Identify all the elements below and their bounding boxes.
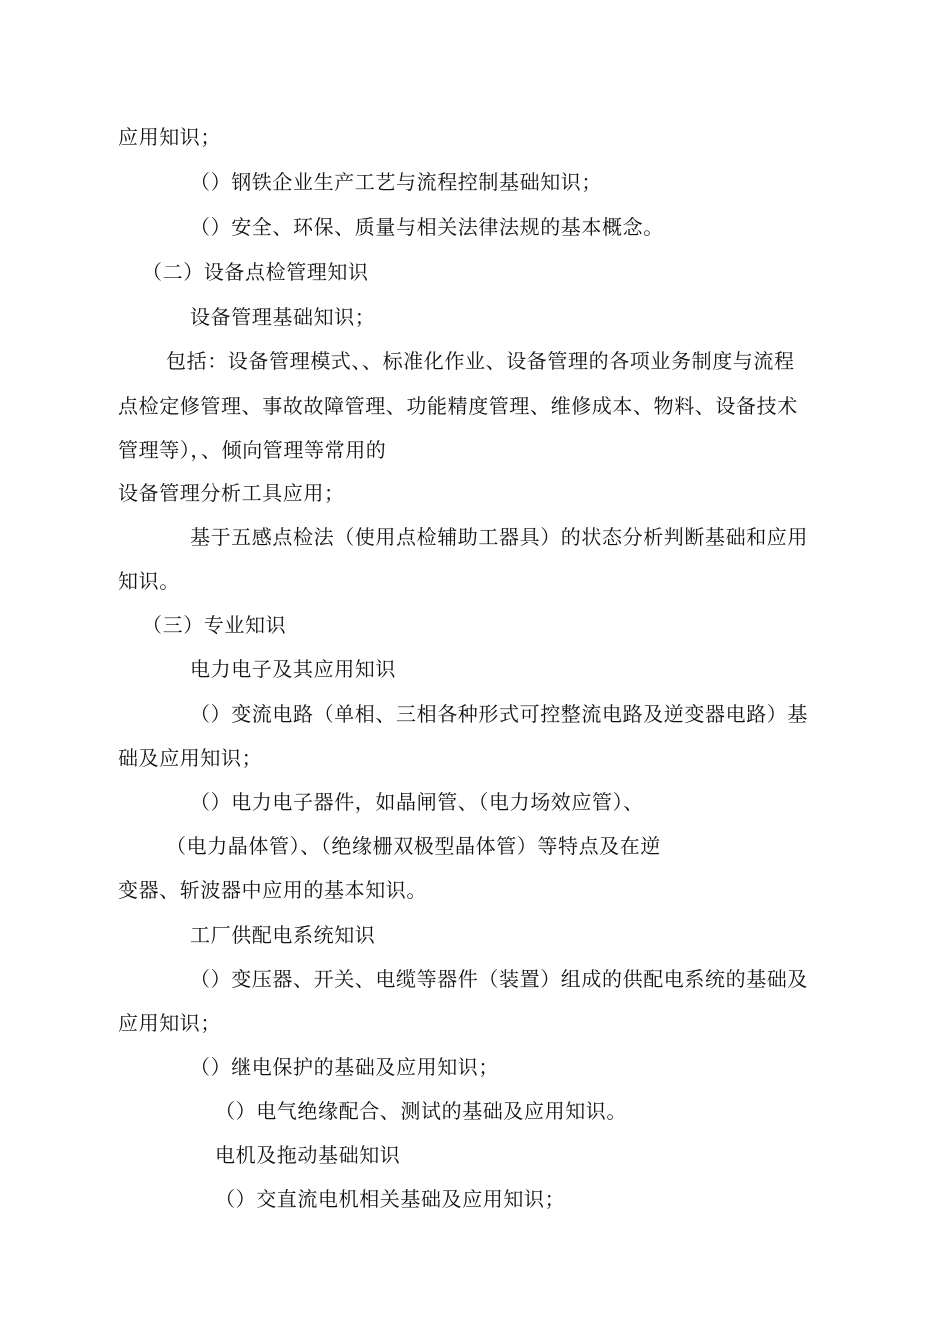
text-line: 础及应用知识； (118, 746, 263, 770)
text-line: 点检定修管理、事故故障管理、功能精度管理、维修成本、物料、设备技术 (118, 394, 798, 418)
text-line: （电力晶体管）、（绝缘栅双极型晶体管）等特点及在逆 (166, 834, 661, 858)
section-heading: （二）设备点检管理知识 (142, 260, 369, 284)
text-line: （）电力电子器件，如晶闸管、（电力场效应管）、 (190, 790, 644, 814)
text-line: 应用知识； (118, 125, 221, 149)
text-line: 基于五感点检法（使用点检辅助工器具）的状态分析判断基础和应用 (190, 525, 808, 549)
text-line: 应用知识； (118, 1011, 221, 1035)
subsection-heading: 电机及拖动基础知识 (215, 1143, 401, 1167)
subsection-heading: 工厂供配电系统知识 (190, 923, 376, 947)
text-line: 知识。 (118, 569, 180, 593)
text-line: 变器、斩波器中应用的基本知识。 (118, 878, 427, 902)
text-line: 设备管理分析工具应用； (118, 481, 345, 505)
text-line: （）继电保护的基础及应用知识； (190, 1055, 499, 1079)
text-line: （）安全、环保、质量与相关法律法规的基本概念。 (190, 215, 664, 239)
subsection-heading: 设备管理基础知识； (190, 305, 376, 329)
text-line: 管理等），、倾向管理等常用的 (118, 438, 387, 462)
text-line: （）变压器、开关、电缆等器件（装置）组成的供配电系统的基础及 (190, 967, 808, 991)
text-line: （）钢铁企业生产工艺与流程控制基础知识； (190, 170, 602, 194)
text-line: （）交直流电机相关基础及应用知识； (215, 1187, 566, 1211)
subsection-heading: 电力电子及其应用知识 (190, 657, 396, 681)
text-line: 包括：设备管理模式、、标准化作业、设备管理的各项业务制度与流程 (166, 349, 795, 373)
text-line: （）电气绝缘配合、测试的基础及应用知识。 (215, 1099, 627, 1123)
text-line: （）变流电路（单相、三相各种形式可控整流电路及逆变器电路）基 (190, 702, 808, 726)
section-heading: （三）专业知识 (142, 613, 287, 637)
